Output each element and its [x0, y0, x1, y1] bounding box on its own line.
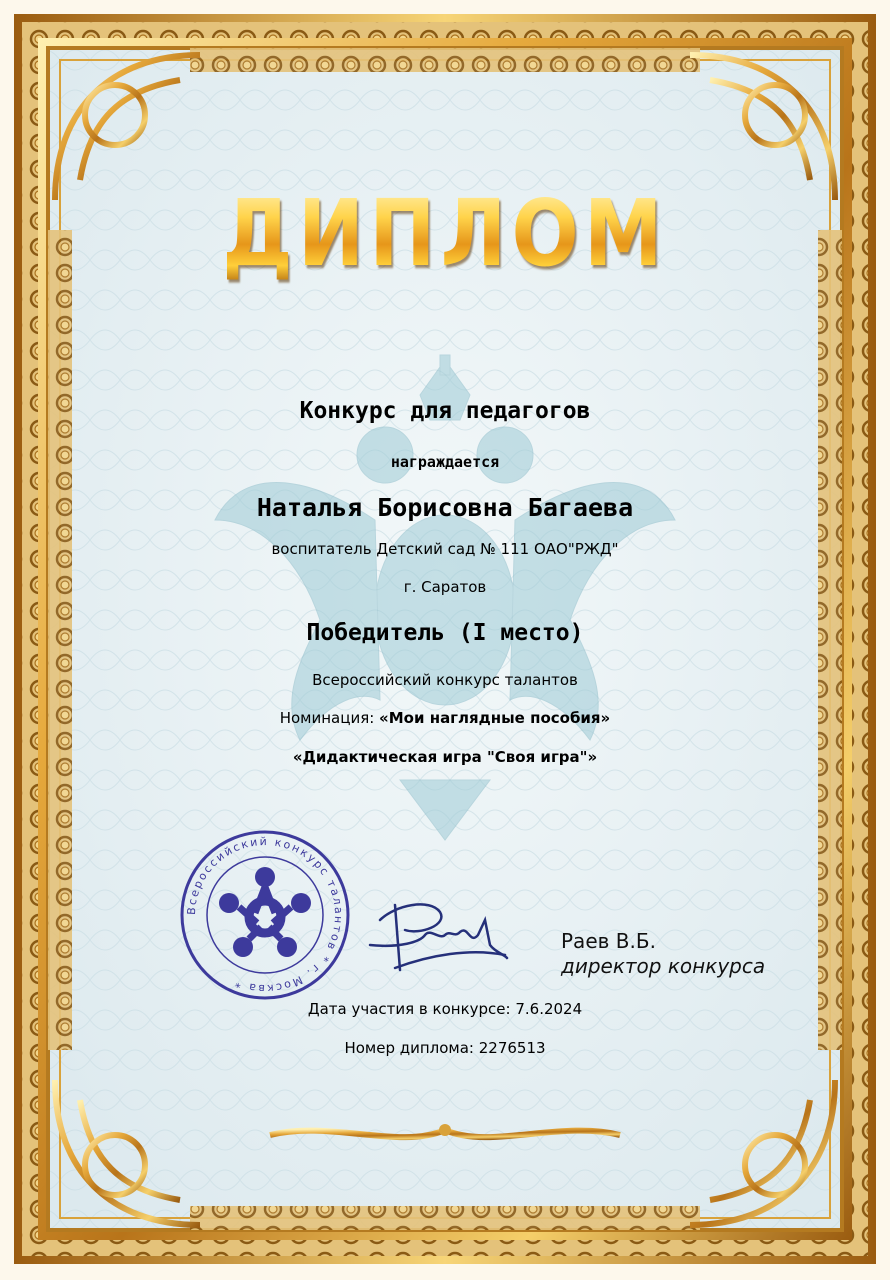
nomination-value: «Мои наглядные пособия» — [379, 709, 611, 727]
recipient-position: воспитатель Детский сад № 111 ОАО"РЖД" — [271, 540, 619, 558]
director-role: директор конкурса — [561, 954, 766, 978]
svg-text:Всероссийский конкурс талантов: Всероссийский конкурс талантов * г. Москва * — [184, 834, 346, 996]
nomination-label: Номинация: — [279, 709, 380, 727]
participation-date: Дата участия в конкурсе: 7.6.2024 — [307, 1000, 583, 1018]
nomination — [0, 709, 890, 727]
award-place: Победитель (I место) — [306, 620, 584, 646]
work-title: «Дидактическая игра "Своя игра"» — [292, 748, 598, 766]
recipient-name: Наталья Борисовна Багаева — [256, 493, 634, 522]
director-name: Раев В.Б. — [561, 929, 656, 953]
awarded-label: награждается — [390, 453, 500, 471]
recipient-city: г. Саратов — [403, 578, 487, 596]
contest-name: Конкурс для педагогов — [299, 398, 591, 424]
event-name: Всероссийский конкурс талантов — [312, 671, 578, 689]
diploma-title: ДИПЛОМ — [62, 180, 827, 287]
diploma-number: Номер диплома: 2276513 — [344, 1039, 546, 1057]
